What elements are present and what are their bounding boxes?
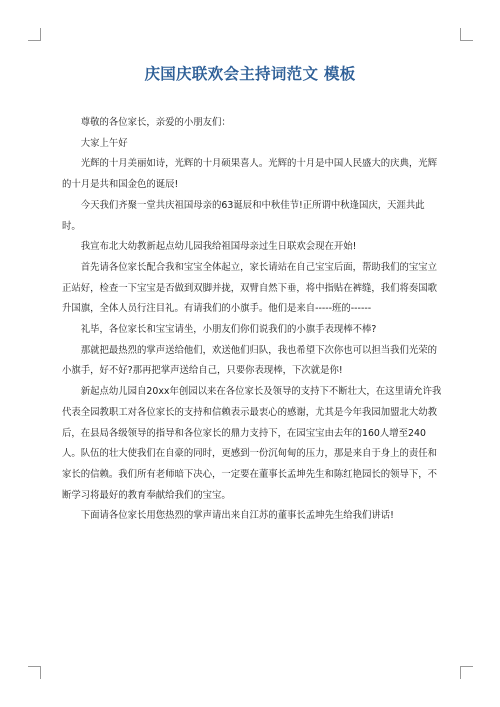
body-paragraph: 光辉的十月美丽如诗，光辉的十月硕果喜人。光辉的十月是中国人民盛大的庆典，光辉的十月是共和国金色的诞辰! <box>62 158 438 191</box>
body-paragraph: 今天我们齐聚一堂共庆祖国母亲的63诞辰和中秋佳节!正所谓中秋逢国庆，天涯共此时。 <box>62 199 425 232</box>
crop-mark-bottom-left <box>28 666 41 679</box>
crop-mark-top-right <box>460 28 473 41</box>
greeting-paragraph: 大家上午好 <box>80 137 128 149</box>
crop-mark-top-left <box>28 28 41 41</box>
body-paragraph: 我宣布北大幼教新起点幼儿园我给祖国母亲过生日联欢会现在开始! <box>80 241 357 253</box>
body-paragraph: 下面请各位家长用您热烈的掌声请出来自江苏的董事长孟坤先生给我们讲话! <box>80 510 394 522</box>
body-paragraph: 首先请各位家长配合我和宝宝全体起立，家长请站在自己宝宝后面，帮助我们的宝宝立正站好，检查一下宝宝是否做到双脚并拢，双臂自然下垂，将中指贴在裤缝，我们将奏国歌升国旗，全体人员行注目礼。有请我们的小旗手。他们是来自-----班的------ <box>62 261 438 315</box>
document-body <box>62 113 442 527</box>
salutation-paragraph: 尊敬的各位家长，亲爱的小朋友们： <box>80 117 231 128</box>
body-paragraph: 新起点幼儿园自20xx年创园以来在各位家长及领导的支持下不断壮大，在这里请允许我代表全园教职工对各位家长的支持和信赖表示最衷心的感谢，尤其是今年我园加盟北大幼教后，在县局各级领导的指导和各位家长的鼎力支持下，在园宝宝由去年的160人增至240人。队伍的壮大使我们在自豪的同时，更感到一份沉甸甸的压力，那是来自于身上的责任和家长的信赖。我们所有老师暗下决心，一定要在董事长孟坤先生和陈红艳园长的领导下，不断学习将最好的教育奉献给我们的宝宝。 <box>62 386 442 501</box>
body-paragraph: 那就把最热烈的掌声送给他们，欢送他们归队，我也希望下次你也可以担当我们光荣的小旗手，好不好?那再把掌声送给自己，只要你表现棒，下次就是你! <box>62 344 438 377</box>
body-paragraph: 礼毕，各位家长和宝宝请坐，小朋友们你们说我们的小旗手表现棒不棒? <box>80 324 377 336</box>
crop-mark-bottom-right <box>460 666 473 679</box>
document-title: 庆国庆联欢会主持词范文 模板 <box>144 65 356 83</box>
